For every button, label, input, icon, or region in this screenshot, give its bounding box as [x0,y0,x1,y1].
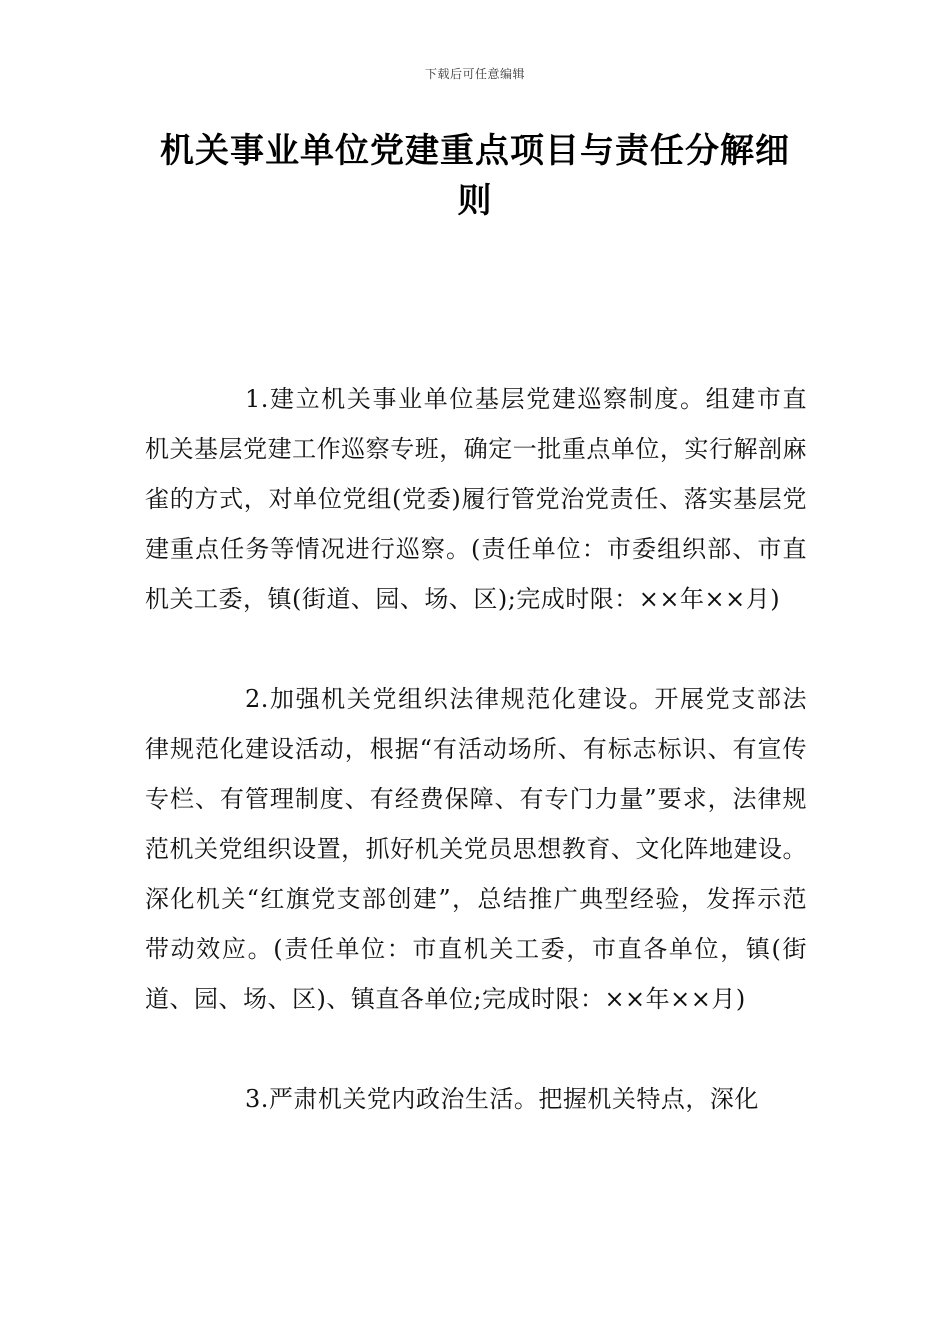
paragraph-1: 1.建立机关事业单位基层党建巡察制度。组建市直机关基层党建工作巡察专班，确定一批重点单位，实行解剖麻雀的方式，对单位党组(党委)履行管党治党责任、落实基层党建重点任务等情况进行巡察。(责任单位：市委组织部、市直机关工委，镇(街道、园、场、区);完成时限：××年××月) [145,385,807,613]
paragraph-3: 3.严肃机关党内政治生活。把握机关特点，深化 [245,1085,759,1113]
document-body [145,374,807,1174]
document-title: 机关事业单位党建重点项目与责任分解细则 [160,131,790,221]
paragraph-2: 2.加强机关党组织法律规范化建设。开展党支部法律规范化建设活动，根据“有活动场所、有标志标识、有宣传专栏、有管理制度、有经费保障、有专门力量”要求，法律规范机关党组织设置，抓好机关党员思想教育、文化阵地建设。深化机关“红旗党支部创建”，总结推广典型经验，发挥示范带动效应。(责任单位：市直机关工委，市直各单位，镇(街道、园、场、区)、镇直各单位;完成时限：××年××月) [145,685,807,1013]
header-note: 下载后可任意编辑 [424,67,525,81]
